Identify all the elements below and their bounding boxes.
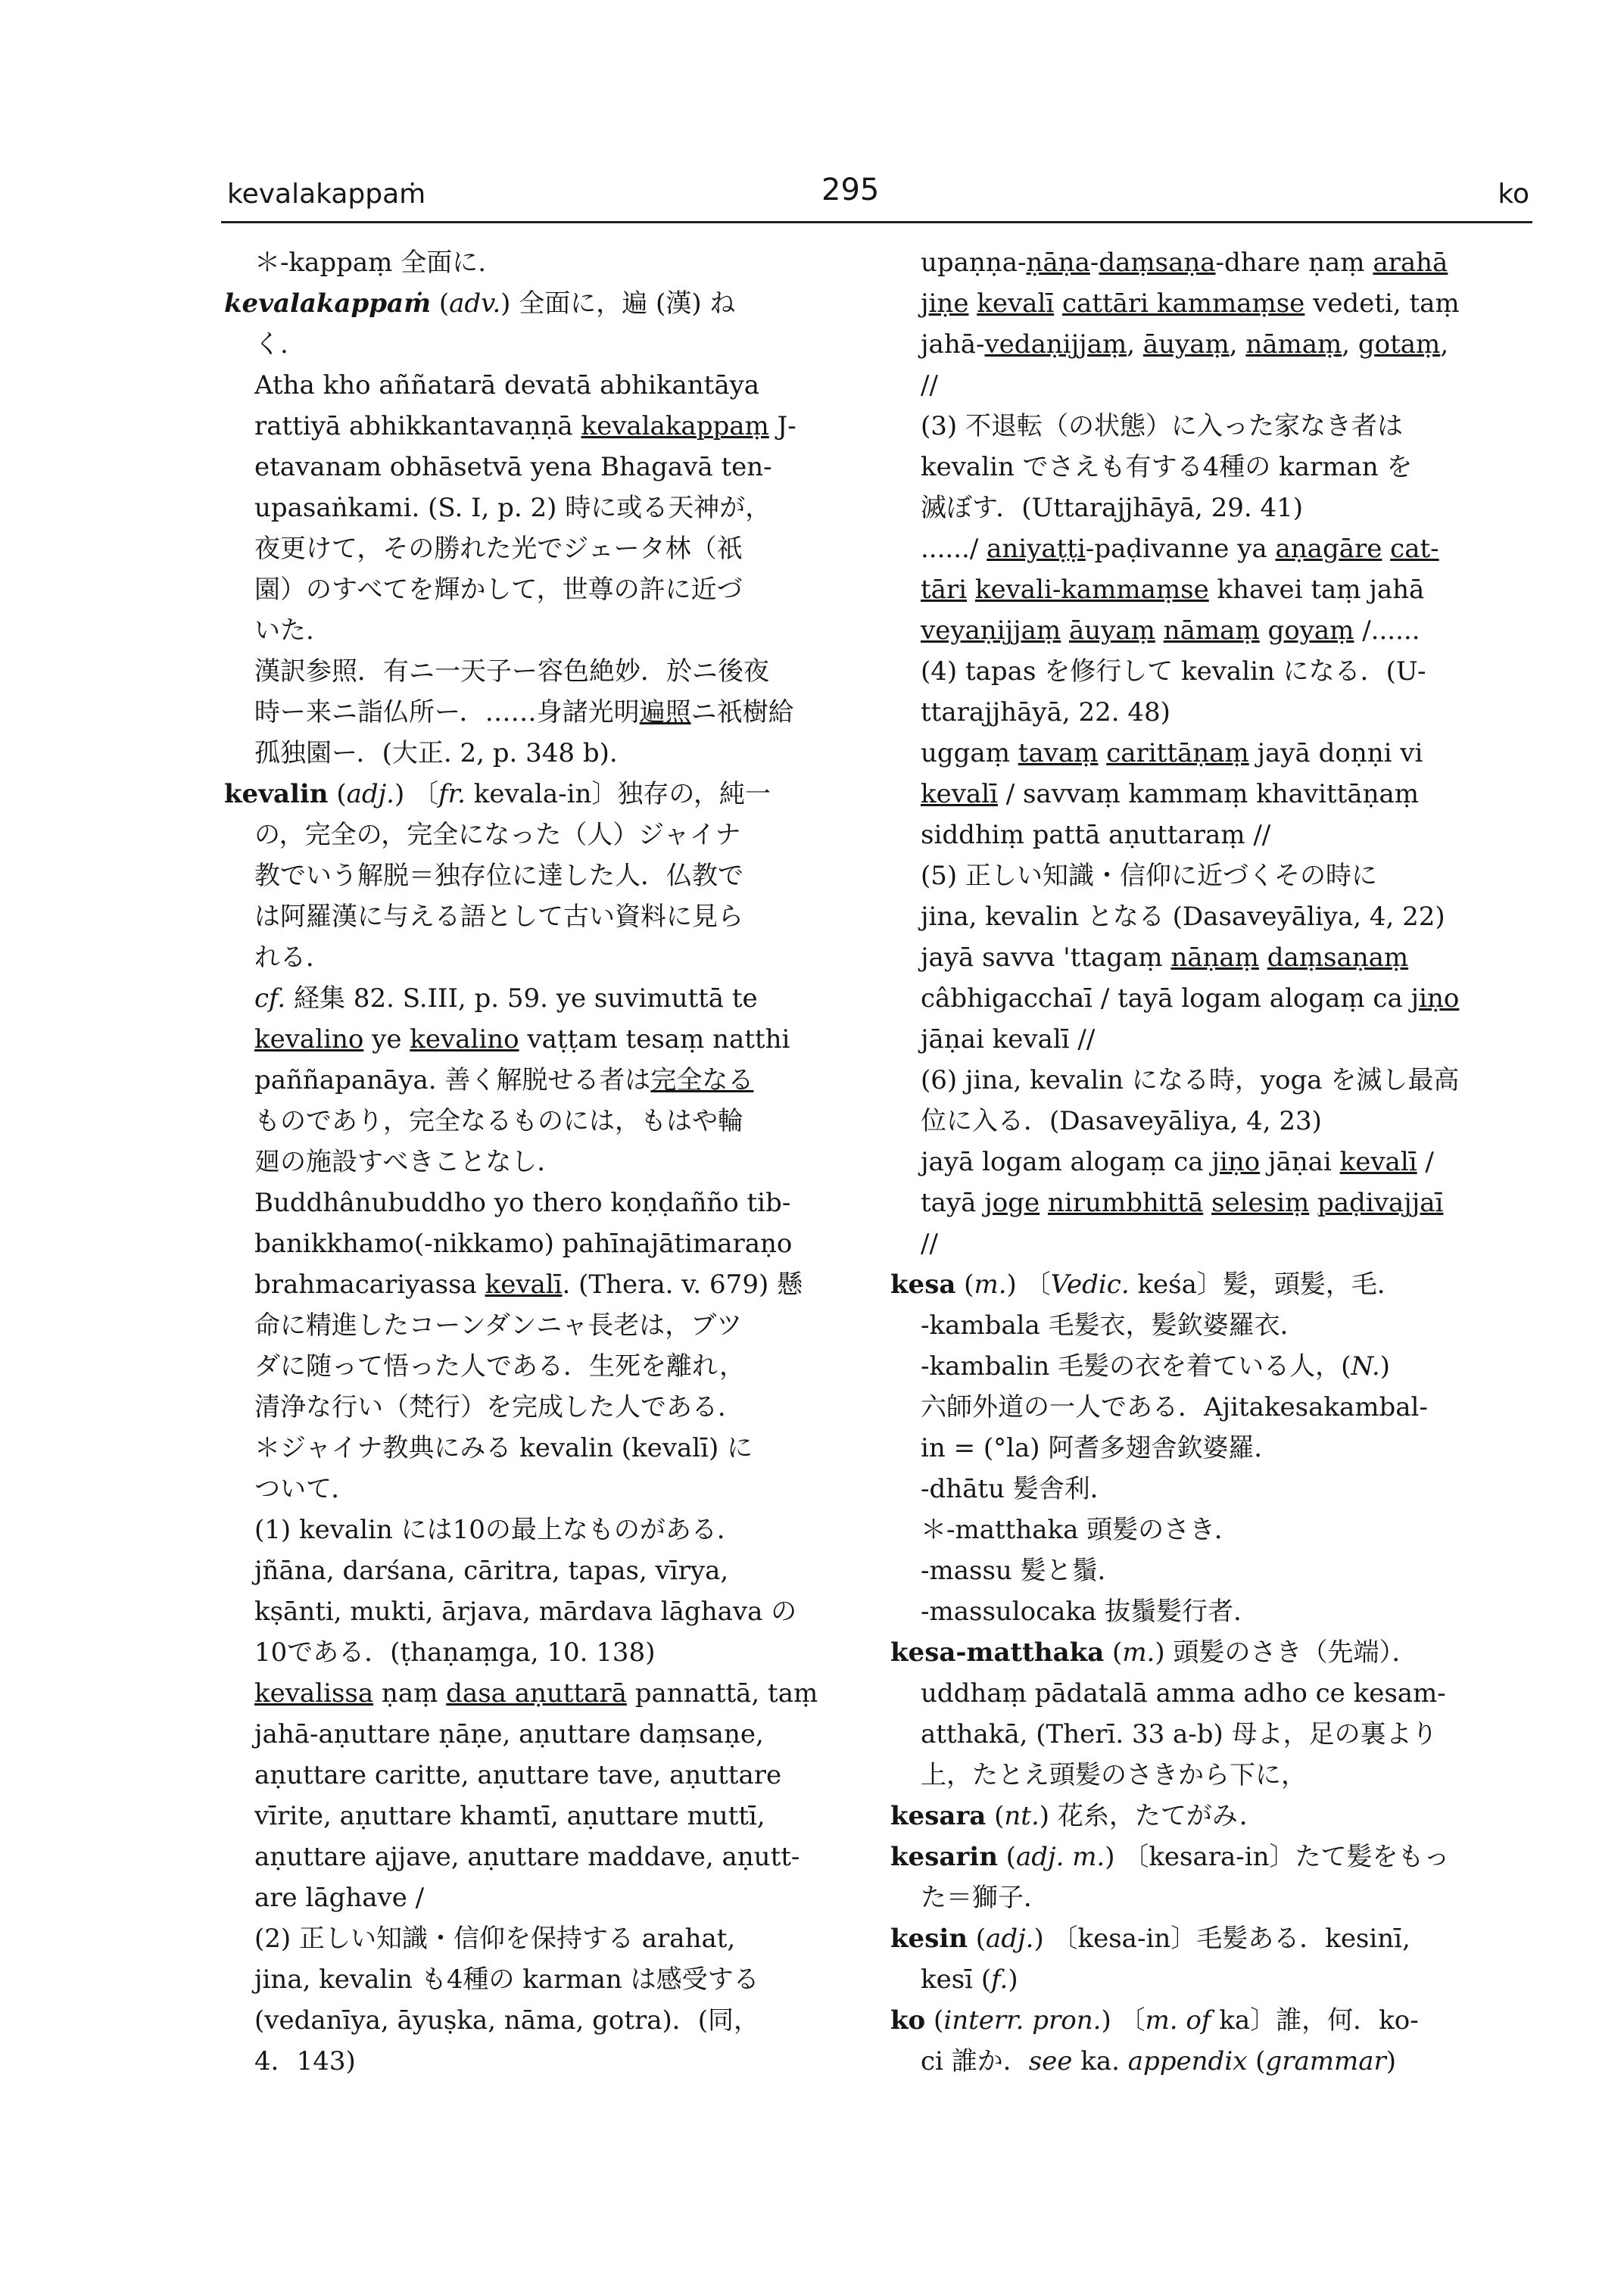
text-line: く. (254, 329, 288, 360)
header-rule (221, 221, 1532, 223)
text-line: 命に精進したコーンダンニャ長老は，ブツ (254, 1310, 743, 1341)
text-line: veyaṇijjaṃ āuyaṃ nāmaṃ goyaṃ /...... (921, 615, 1420, 646)
text-line: Atha kho aññatarā devatā abhikantāya (254, 370, 760, 400)
text-line: jahā-vedaṇijjaṃ, āuyaṃ, nāmaṃ, gotaṃ, (921, 329, 1449, 360)
text-line: jahā-aṇuttare ṇāṇe, aṇuttare daṃsaṇe, (254, 1719, 764, 1749)
text-line: rattiyā abhikkantavaṇṇā kevalakappaṃ J- (254, 411, 796, 441)
text-line: kevalī / savvaṃ kammaṃ khavittāṇaṃ (921, 779, 1420, 809)
text-line: kevalin (adj.) 〔fr. kevala-in〕独存の，純一 (224, 779, 771, 809)
text-line: 教でいう解脱＝独存位に達した人．仏教で (254, 861, 743, 891)
text-line: jāṇai kevalī // (921, 1024, 1096, 1055)
text-line: (5) 正しい知識・信仰に近づくその時に (921, 861, 1377, 891)
text-line: jñāna, darśana, cāritra, tapas, vīrya, (254, 1556, 729, 1586)
text-line: jina, kevalin となる (Dasaveyāliya, 4, 22) (921, 902, 1445, 932)
text-line: れる． (254, 942, 332, 973)
text-line: kesara (nt.) 花糸，たてがみ． (890, 1801, 1265, 1831)
text-line: 位に入る．(Dasaveyāliya, 4, 23) (921, 1106, 1322, 1136)
text-line: 孤独園ー．(大正. 2, p. 348 b). (254, 738, 618, 768)
text-line: 六師外道の一人である．Ajitakesakambal- (921, 1392, 1428, 1422)
text-line: ＊-matthaka 頭髪のさき． (921, 1515, 1240, 1545)
text-line: atthakā, (Therī. 33 a-b) 母よ，足の裏より (921, 1719, 1438, 1749)
text-line: in = (°la) 阿耆多翅舎欽婆羅． (921, 1433, 1280, 1463)
text-line: upasaṅkami. (S. I, p. 2) 時に或る天神が， (254, 493, 771, 523)
text-line: câbhigacchaī / tayā logam alogaṃ ca jiṇo (921, 983, 1460, 1014)
text-line: etavanam obhāsetvā yena Bhagavā ten- (254, 452, 772, 482)
text-line: kesa-matthaka (m.) 頭髪のさき（先端）． (890, 1637, 1418, 1668)
text-line: kevalin でさえも有する4種の karman を (921, 452, 1413, 482)
text-line: aṇuttare ajjave, aṇuttare maddave, aṇutt- (254, 1842, 800, 1872)
left-column (224, 242, 860, 2082)
text-line: kesarin (adj. m.) 〔kesara-in〕たて髪をもっ (890, 1842, 1450, 1872)
text-line: (2) 正しい知識・信仰を保持する arahat, (254, 1924, 736, 1954)
text-line: aṇuttare caritte, aṇuttare tave, aṇuttare (254, 1760, 782, 1790)
text-line: are lāghave / (254, 1883, 425, 1913)
text-line: 園）のすべてを輝かして，世尊の許に近づ (254, 575, 743, 605)
text-line: upaṇṇa-ṇāṇa-daṃsaṇa-dhare ṇaṃ arahā (921, 248, 1448, 278)
text-line: 滅ぼす．(Uttarajjhāyā, 29. 41) (921, 493, 1304, 523)
text-line: ＊ジャイナ教典にみる kevalin (kevalī) に (254, 1433, 753, 1463)
text-line: kevalakappaṁ (adv.) 全面に，遍 (漢) ね (224, 288, 736, 319)
text-line: kesī (f.) (921, 1964, 1018, 1995)
text-line: 漢訳参照．有ニ一天子ー容色絶妙．於ニ後夜 (254, 656, 769, 687)
text-line: 夜更けて，その勝れた光でジェータ林（祇 (254, 534, 743, 564)
text-line: ものであり，完全なるものには，もはや輪 (254, 1106, 743, 1136)
text-line: 10である．(ṭhaṇaṃga, 10. 138) (254, 1637, 656, 1668)
text-line: ついて． (254, 1474, 357, 1504)
text-line: (4) tapas を修行して kevalin になる．(U- (921, 656, 1426, 687)
text-line: // (921, 370, 938, 400)
text-line: ＊-kappaṃ 全面に. (254, 248, 487, 278)
text-line: -kambalin 毛髪の衣を着ている人，(N.) (921, 1351, 1391, 1382)
text-line: ci 誰か．see ka. appendix (grammar) (921, 2046, 1397, 2076)
text-line: -massu 髪と鬚． (921, 1556, 1124, 1586)
text-line: 清浄な行い（梵行）を完成した人である． (254, 1392, 743, 1422)
text-line: brahmacariyassa kevalī. (Thera. v. 679) 懸 (254, 1270, 803, 1300)
text-line: (vedanīya, āyuṣka, nāma, gotra)．(同， (254, 2005, 760, 2036)
text-line: 上，たとえ頭髪のさきから下に， (921, 1760, 1307, 1790)
text-line: kṣānti, mukti, ārjava, mārdava lāghava の (254, 1597, 797, 1627)
text-line: kesa (m.) 〔Vedic. keśa〕髪，頭髪，毛． (890, 1270, 1403, 1300)
text-line: kesin (adj.) 〔kesa-in〕毛髪ある．kesinī, (890, 1924, 1410, 1954)
text-line: uggaṃ tavaṃ carittāṇaṃ jayā doṇṇi vi (921, 738, 1423, 768)
text-line: 時ー来ニ詣仏所ー．……身諸光明遍照ニ祇樹給 (254, 697, 794, 727)
text-line: ko (interr. pron.) 〔m. of ka〕誰，何．ko- (890, 2005, 1419, 2036)
text-line: (6) jina, kevalin になる時，yoga を滅し最高 (921, 1065, 1460, 1095)
text-line: -kambala 毛髪衣，髪欽婆羅衣． (921, 1310, 1306, 1341)
text-line: Buddhânubuddho yo thero koṇḍañño tib- (254, 1188, 791, 1218)
text-line: jina, kevalin も4種の karman は感受する (254, 1964, 759, 1995)
text-line: uddhaṃ pādatalā amma adho ce kesam- (921, 1678, 1446, 1709)
running-head-left: kevalakappaṁ (227, 179, 426, 210)
text-line: いた. (254, 615, 314, 646)
text-line: cf. 経集 82. S.III, p. 59. ye suvimuttā te (254, 983, 758, 1014)
text-line: vīrite, aṇuttare khamtī, aṇuttare muttī, (254, 1801, 765, 1831)
text-line: jayā savva 'ttagaṃ nāṇaṃ daṃsaṇaṃ (921, 942, 1409, 973)
text-line: siddhiṃ pattā aṇuttaraṃ // (921, 820, 1271, 850)
text-line: banikkhamo(-nikkamo) pahīnajātimaraṇo (254, 1229, 793, 1259)
text-line: -massulocaka 抜鬚髪行者． (921, 1597, 1260, 1627)
right-column (890, 242, 1534, 2082)
text-line: は阿羅漢に与える語として古い資料に見ら (254, 902, 743, 932)
text-line: kevalissa ṇaṃ dasa aṇuttarā pannattā, taṃ (254, 1678, 818, 1709)
text-line: の，完全の，完全になった（人）ジャイナ (254, 820, 741, 850)
text-line: -dhātu 髪舎利． (921, 1474, 1116, 1504)
text-line: paññapanāya. 善く解脱せる者は完全なる (254, 1065, 754, 1095)
text-line: た＝獅子． (921, 1883, 1049, 1913)
running-head-right: ko (1498, 179, 1529, 210)
text-line: tāri kevali-kammaṃse khavei taṃ jahā (921, 575, 1425, 605)
text-line: 4．143) (254, 2046, 356, 2076)
text-line: // (921, 1229, 938, 1259)
text-line: jayā logam alogaṃ ca jiṇo jāṇai kevalī / (921, 1147, 1434, 1177)
text-line: kevalino ye kevalino vaṭṭam tesaṃ natthi (254, 1024, 790, 1055)
text-line: tayā joge nirumbhittā selesiṃ paḍivajjaī (921, 1188, 1444, 1218)
text-line: ....../ aniyaṭṭi-paḍivanne ya aṇagāre cat- (921, 534, 1439, 564)
text-line: 廻の施設すべきことなし． (254, 1147, 563, 1177)
text-line: jiṇe kevalī cattāri kammaṃse vedeti, taṃ (921, 288, 1460, 319)
page-header (227, 173, 1529, 215)
text-line: (1) kevalin には10の最上なものがある． (254, 1515, 743, 1545)
text-line: ダに随って悟った人である．生死を離れ， (254, 1351, 746, 1382)
text-line: (3) 不退転（の状態）に入った家なき者は (921, 411, 1403, 441)
text-line: ttarajjhāyā, 22. 48) (921, 697, 1170, 727)
page-number: 295 (821, 173, 880, 207)
